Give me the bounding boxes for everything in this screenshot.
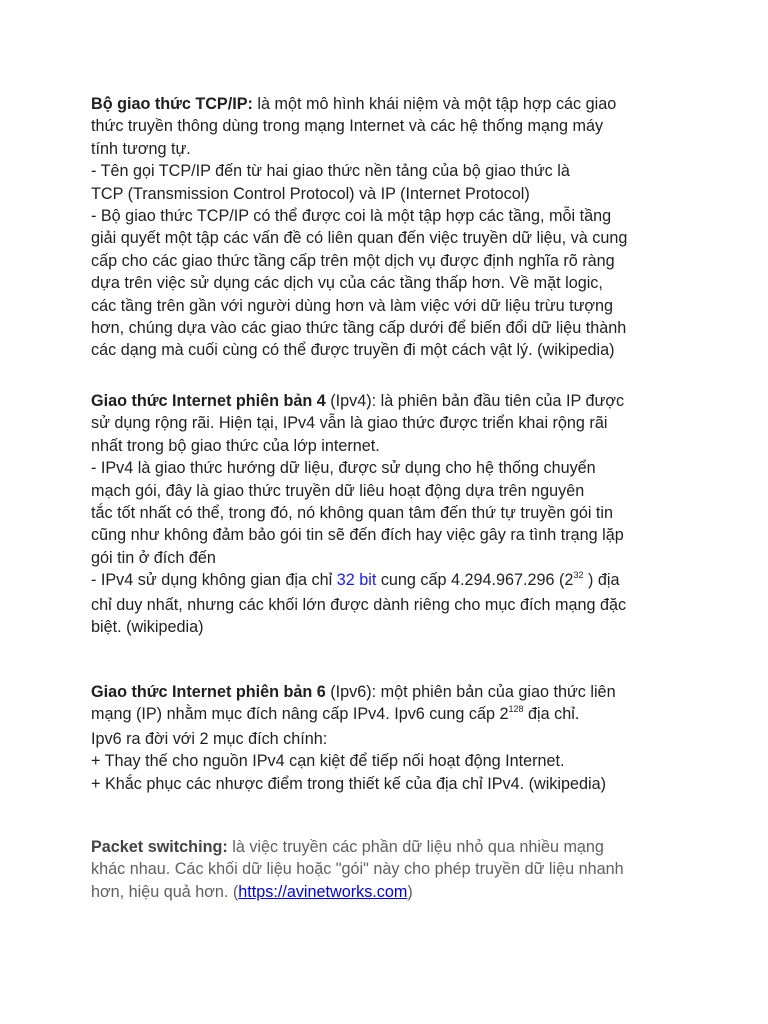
packet-close-paren: ) [407, 882, 413, 901]
packet-line-1 [91, 836, 681, 858]
tcpip-line-6: - Bộ giao thức TCP/IP có thể được coi là một tập hợp các tầng, mỗi tầng [91, 207, 612, 226]
packet-heading: Packet switching: [91, 838, 228, 856]
packet-end-text: hơn, hiệu quả hơn. ( [91, 882, 239, 901]
ipv4-line-11: biệt. (wikipedia) [91, 618, 204, 637]
avinetworks-link[interactable]: https://avinetworks.com [238, 882, 408, 901]
ipv6-text: (Ipv6): một phiên bản của giao thức liên [325, 683, 616, 701]
ipv4-address-text: - IPv4 sử dụng không gian địa chỉ [91, 571, 337, 590]
ipv6-section [91, 681, 681, 795]
tcpip-line-2: thức truyền thông dùng trong mạng Internet và các hệ thống mạng máy [91, 117, 604, 136]
tcpip-line-9: dựa trên việc sử dụng các dịch vụ của các tầng thấp hơn. Về mặt logic, [91, 274, 603, 293]
ipv4-line-6: tắc tốt nhất có thể, trong đó, nó không quan tâm đến thứ tự truyền gói tin [91, 504, 614, 523]
tcpip-line-10: các tầng trên gần với người dùng hơn và làm việc với dữ liệu trừu tượng [91, 296, 614, 315]
32-bit-link[interactable]: 32 bit [336, 571, 377, 590]
ipv6-heading: Giao thức Internet phiên bản 6 [91, 683, 326, 701]
ipv4-line-7: cũng như không đảm bảo gói tin sẽ đến đích hay việc gây ra tình trạng lặp [91, 526, 624, 545]
packet-text: là việc truyền các phần dữ liệu nhỏ qua nhiều mạng [227, 838, 604, 856]
packet-line-2: khác nhau. Các khối dữ liệu hoặc "gói" này cho phép truyền dữ liệu nhanh [91, 860, 624, 879]
ipv4-count-text: cung cấp 4.294.967.296 (2 [376, 571, 574, 590]
tcpip-line-12: các dạng mà cuối cùng có thể được truyền đi một cách vật lý. (wikipedia) [91, 341, 615, 360]
ipv4-line-10: chỉ duy nhất, nhưng các khối lớn được dành riêng cho mục đích mạng đặc [91, 595, 627, 614]
ipv6-purpose-text: mạng (IP) nhằm mục đích nâng cấp IPv4. Ipv6 cung cấp 2 [91, 705, 509, 724]
tcpip-line-8: cấp cho các giao thức tầng cấp trên một dịch vụ được định nghĩa rõ ràng [91, 251, 615, 270]
ipv6-line-4: + Thay thế cho nguồn IPv4 cạn kiệt để tiếp nối hoạt động Internet. [91, 752, 565, 771]
tcpip-line-7: giải quyết một tập các vấn đề có liên quan đến việc truyền dữ liệu, và cung [91, 229, 628, 248]
tcpip-heading: Bộ giao thức TCP/IP: [91, 95, 253, 113]
ipv6-line-2 [91, 703, 681, 727]
tcpip-line-11: hơn, chúng dựa vào các giao thức tầng cấp dưới để biến đổi dữ liệu thành [91, 319, 627, 338]
ipv4-line-8: gói tin ở đích đến [91, 548, 216, 567]
ipv4-line-4: - IPv4 là giao thức hướng dữ liệu, được sử dụng cho hệ thống chuyển [91, 459, 596, 478]
tcpip-line-3: tính tương tự. [91, 139, 191, 158]
ipv6-line-3: Ipv6 ra đời với 2 mục đích chính: [91, 729, 328, 748]
ipv4-section [91, 390, 681, 638]
ipv6-line-5: + Khắc phục các nhược điểm trong thiết kế của địa chỉ IPv4. (wikipedia) [91, 774, 606, 793]
tcpip-section [91, 93, 681, 362]
exponent-128: 128 [508, 704, 524, 715]
ipv4-line-5: mạch gói, đây là giao thức truyền dữ liêu hoạt động dựa trên nguyên [91, 481, 585, 500]
exponent-32: 32 [573, 570, 584, 581]
tcpip-line-1 [91, 93, 681, 115]
packet-line-3 [91, 881, 681, 903]
tcpip-text: là một mô hình khái niệm và một tập hợp các giao [252, 95, 617, 113]
tcpip-line-4: - Tên gọi TCP/IP đến từ hai giao thức nền tảng của bộ giao thức là [91, 162, 570, 181]
ipv6-address-text: địa chỉ. [523, 705, 580, 724]
ipv4-line-3: nhất trong bộ giao thức của lớp internet. [91, 436, 380, 455]
ipv4-line-2: sử dụng rộng rãi. Hiện tại, IPv4 vẫn là giao thức được triển khai rộng rãi [91, 414, 608, 433]
ipv4-text: (Ipv4): là phiên bản đầu tiên của IP được [325, 392, 625, 410]
ipv4-heading: Giao thức Internet phiên bản 4 [91, 392, 326, 410]
ipv4-line-1 [91, 390, 681, 412]
packet-switching-section [91, 836, 681, 903]
ipv4-count-end: ) địa [583, 571, 620, 590]
tcpip-line-5: TCP (Transmission Control Protocol) và IP (Internet Protocol) [91, 184, 530, 203]
ipv6-line-1 [91, 681, 681, 703]
ipv4-line-9 [91, 569, 681, 593]
